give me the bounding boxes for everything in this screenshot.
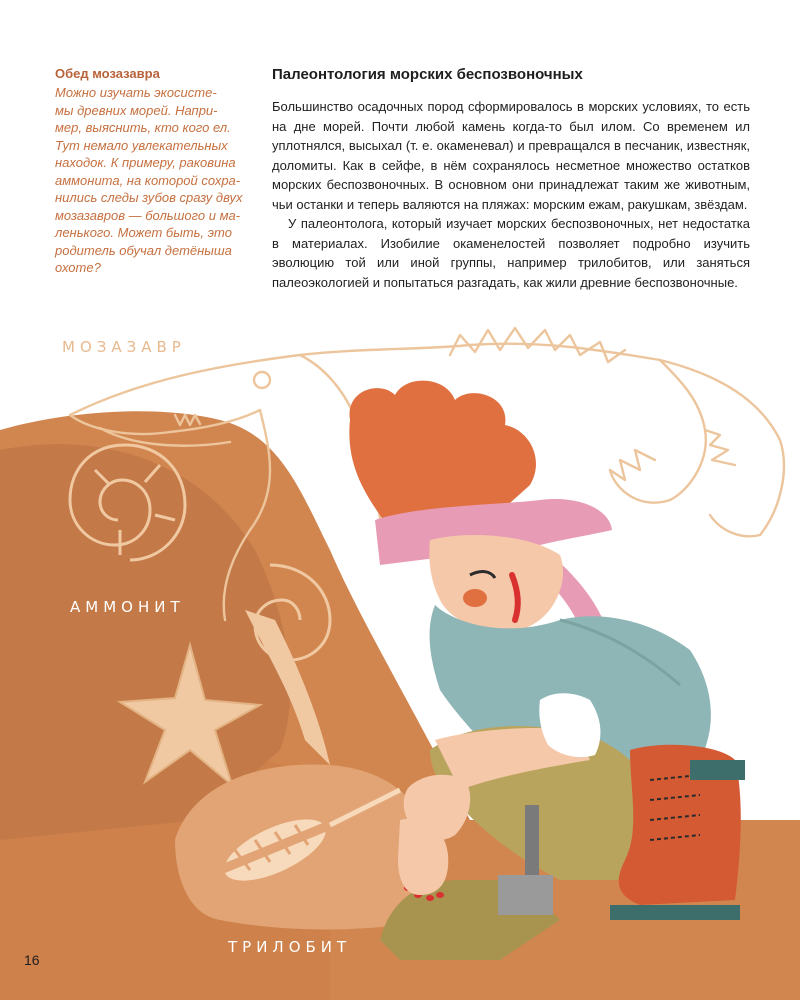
sidebar-line: нились следы зубов сразу двух	[55, 190, 243, 205]
hammer-handle	[525, 805, 539, 885]
sidebar-title: Обед мозазавра	[55, 66, 160, 81]
sidebar-line: мозазавров — большого и ма-	[55, 207, 241, 223]
page-number: 16	[24, 952, 40, 968]
sidebar-body	[55, 84, 245, 277]
paleontologist-figure	[349, 381, 745, 960]
sidebar-note	[55, 65, 245, 277]
article-paragraph-1: Большинство осадочных пород сформировалось в морских условиях, то есть на дне морей. Почти любой камень когда-то был илом. Со временем ил уплотнялся, высыхал (т. е. окаменевал) и превращался в песчаник, известняк, доломиты. Как в сейфе, в нём сохранялось несметное множество остатков морских беспозвоночных. В основном они принадлежат таким же животным, чьи останки и теперь валяются на пляжах: морским ежам, ракушкам, звёздам.	[272, 99, 750, 212]
article-paragraph-2: У палеонтолога, который изучает морских беспозвоночных, нет недостатка в материалах. Изобилие окаменелостей позволяет подробно изучить эволюцию той или иной группы, например трилобитов, или заняться палеоэкологией и попытаться разгадать, как жили древние беспозвоночные.	[272, 216, 750, 290]
sidebar-line: родитель обучал детёныша	[55, 242, 232, 258]
sidebar-line: аммонита, на которой сохра-	[55, 172, 241, 188]
hammer-head	[498, 875, 553, 915]
label-trilobite: ТРИЛОБИТ	[228, 938, 352, 956]
main-article	[272, 65, 750, 292]
sidebar-line: мы древних морей. Напри-	[55, 102, 218, 118]
label-mosasaur: МОЗАЗАВР	[62, 338, 186, 356]
sidebar-line: ленького. Может быть, это	[55, 225, 232, 240]
paleontologist-illustration	[0, 320, 800, 1000]
sidebar-line: мер, выяснить, кто кого ел.	[55, 120, 231, 135]
label-ammonite: АММОНИТ	[70, 598, 185, 616]
sidebar-line: находок. К примеру, раковина	[55, 155, 236, 170]
sidebar-line: охоте?	[55, 260, 101, 275]
article-title: Палеонтология морских беспозвоночных	[272, 66, 583, 83]
sidebar-line: Тут немало увлекательных	[55, 137, 228, 153]
sidebar-line: Можно изучать экосисте-	[55, 85, 217, 100]
